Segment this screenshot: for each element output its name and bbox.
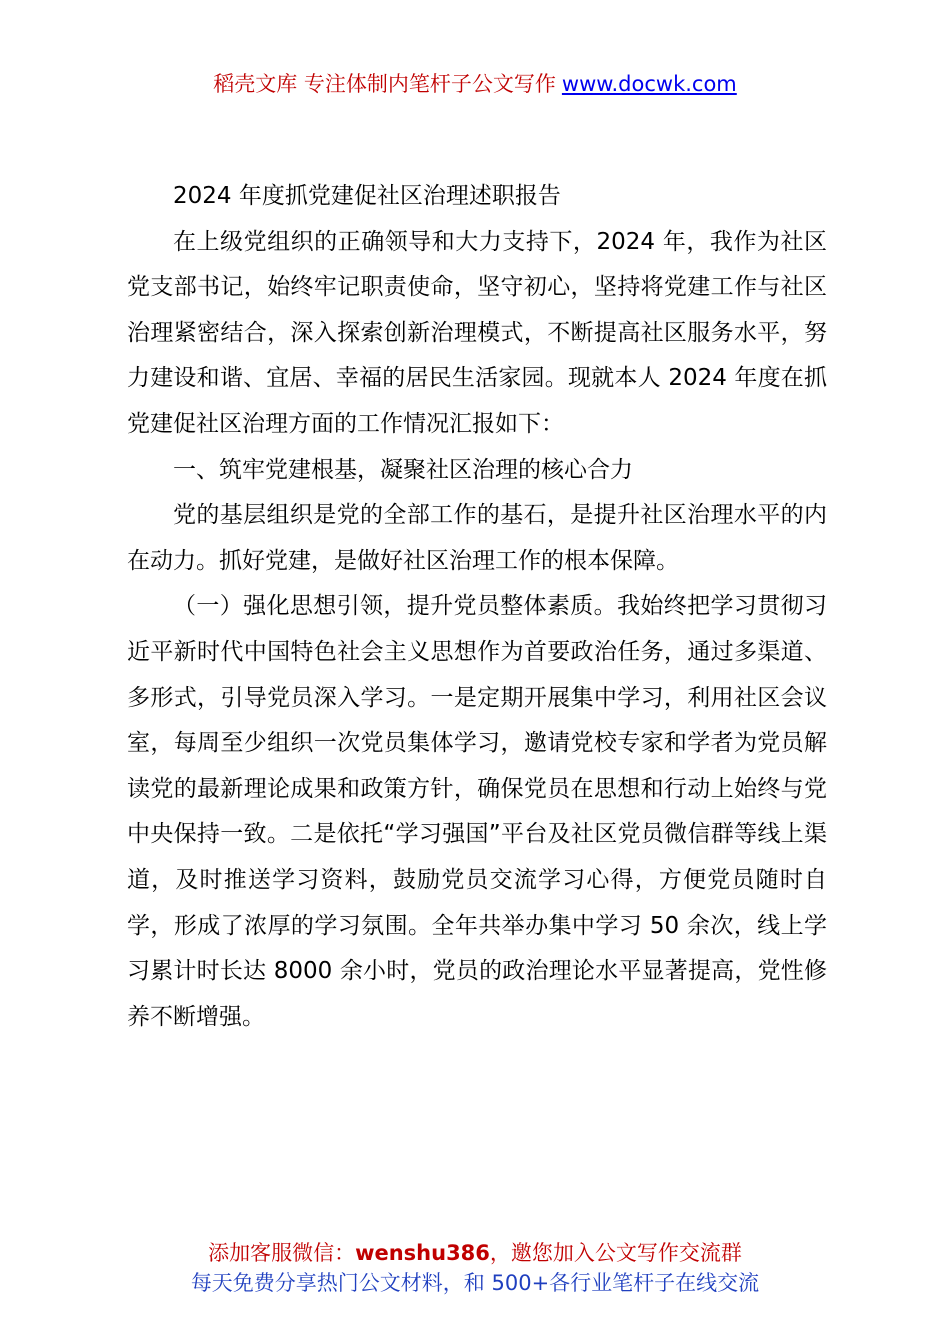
paragraph-subsection-1: （一）强化思想引领，提升党员整体素质。我始终把学习贯彻习近平新时代中国特色社会主义思想作为首要政治任务，通过多渠道、多形式，引导党员深入学习。一是定期开展集中学习，利用社区会议室，每周至少组织一次党员集体学习，邀请党校专家和学者为党员解读党的最新理论成果和政策方针，确保党员在思想和行动上始终与党中央保持一致。二是依托“学习强国”平台及社区党员微信群等线上渠道，及时推送学习资料，鼓励党员交流学习心得，方便党员随时自学，形成了浓厚的学习氛围。全年共举办集中学习 50 余次，线上学习累计时长达 8000 余小时，党员的政治理论水平显著提高，党性修养不断增强。	[127, 593, 827, 1030]
promo-footer	[0, 1238, 950, 1298]
site-link[interactable]: www.docwk.com	[561, 72, 737, 96]
footer-suffix: ，邀您加入公文写作交流群	[489, 1241, 742, 1265]
wechat-id: wenshu386	[355, 1241, 490, 1265]
site-slogan: 稻壳文库 专注体制内笔杆子公文写作	[213, 72, 556, 96]
document-body	[127, 174, 827, 1040]
footer-prefix: 添加客服微信：	[208, 1241, 356, 1265]
site-header	[0, 70, 950, 98]
section-heading: 一、筑牢党建根基，凝聚社区治理的核心合力	[173, 456, 633, 483]
footer-line-1	[0, 1238, 950, 1268]
paragraph-intro: 在上级党组织的正确领导和大力支持下，2024 年，我作为社区党支部书记，始终牢记职责使命，坚守初心，坚持将党建工作与社区治理紧密结合，深入探索创新治理模式，不断提高社区服务水平，努力建设和谐、宜居、幸福的居民生活家园。现就本人 2024 年度在抓党建促社区治理方面的工作情况汇报如下：	[127, 228, 827, 437]
paragraph-section-intro: 党的基层组织是党的全部工作的基石，是提升社区治理水平的内在动力。抓好党建，是做好社区治理工作的根本保障。	[127, 502, 827, 574]
footer-line-2: 每天免费分享热门公文材料，和 500+各行业笔杆子在线交流	[190, 1271, 760, 1295]
document-title: 2024 年度抓党建促社区治理述职报告	[173, 183, 561, 209]
